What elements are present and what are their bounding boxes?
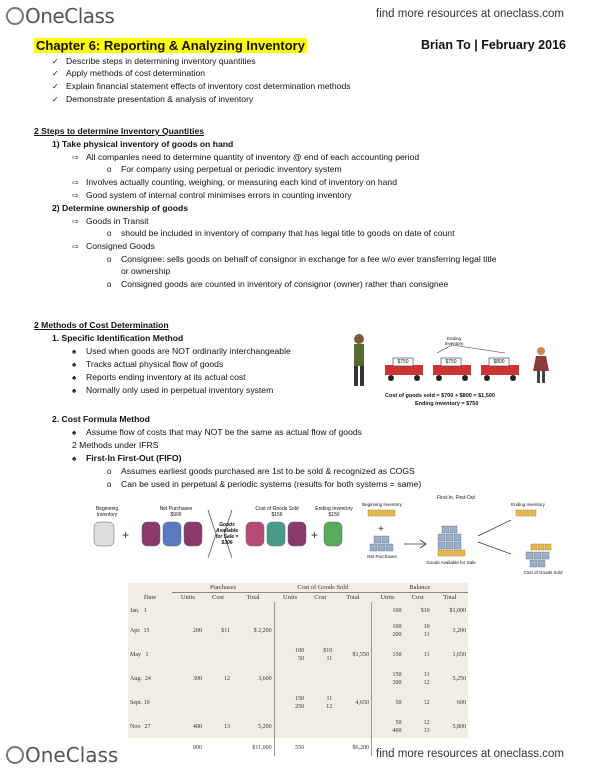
right-beginning-label: Beginning Inventory: [362, 502, 402, 507]
objective-item: ✓ Demonstrate presentation & analysis of inventory: [52, 94, 254, 104]
step-heading: 2) Determine ownership of goods: [52, 203, 189, 213]
table-group-header: [128, 583, 172, 593]
table-cell: [232, 602, 274, 619]
table-cell: 200: [192, 628, 202, 634]
cogs-caption: Cost of goods sold = $700 + $800 = $1,500: [385, 393, 495, 399]
table-cell: [306, 619, 334, 643]
svg-text:+: +: [122, 528, 130, 542]
bullet-item: ⇨ Good system of internal control minimises errors in counting inventory: [72, 190, 352, 200]
fifo-perpetual-table: [128, 583, 468, 751]
table-cell: 13: [224, 724, 231, 730]
specific-identification-illustration: [345, 331, 567, 413]
table-cell: [172, 602, 204, 619]
table-cell: $1,000: [449, 607, 466, 614]
sub-bullet-item: o For company using perpetual or periodic inventory system: [107, 164, 342, 174]
checkmark-icon: ✓: [52, 69, 59, 78]
table-cell: [204, 739, 232, 756]
header-tagline[interactable]: find more resources at oneclass.com: [376, 8, 564, 20]
bullet-item: ♠ First-In First-Out (FIFO): [72, 453, 182, 463]
table-cell: Nov. 27: [130, 724, 151, 730]
table-cell: [274, 667, 306, 691]
checkmark-icon: ✓: [52, 82, 59, 91]
bullet-item: ⇨ Involves actually counting, weighing, or measuring each kind of inventory on hand: [72, 177, 397, 187]
table-cell: [306, 715, 334, 739]
table-cell: [232, 691, 274, 715]
table-row: [128, 619, 468, 643]
table-cell: 5,800: [452, 724, 466, 730]
svg-text:+: +: [378, 524, 384, 535]
table-group-header-row: [128, 583, 468, 593]
arrow-icon: ⇨: [72, 191, 79, 200]
bullet-item: ♠ Tracks actual physical flow of goods: [72, 359, 224, 369]
spade-bullet-icon: ♠: [72, 428, 77, 437]
table-cell: Aug. 24: [130, 676, 151, 682]
spade-bullet-icon: ♠: [72, 347, 77, 356]
circle-bullet-icon: o: [107, 480, 112, 489]
table-row: [128, 715, 468, 739]
chapter-title: Chapter 6: Reporting & Analyzing Inventory: [36, 38, 305, 53]
table-cell: $1,550: [334, 643, 371, 667]
table-column-header: Cost: [314, 594, 327, 601]
sub-bullet-item: o Can be used in perpetual & periodic systems (results for both systems = same): [107, 479, 422, 489]
table-cell: 5,250: [452, 676, 466, 682]
table-cell: 600: [457, 700, 466, 706]
circle-bullet-icon: o: [107, 467, 112, 476]
table-cell: 4,650: [334, 691, 371, 715]
method-heading: 2. Cost Formula Method: [52, 414, 150, 424]
bullet-item: ⇨ Consigned Goods: [72, 241, 155, 251]
table-body: [128, 602, 468, 756]
ending-inventory-label: Ending Inventory: [315, 506, 353, 512]
table-row: [128, 667, 468, 691]
table-cell: 12: [423, 700, 430, 706]
wagon-tag: $800: [493, 359, 505, 365]
circle-bullet-icon: o: [107, 255, 112, 264]
table-column-header: Total: [346, 594, 360, 601]
spade-bullet-icon: ♠: [72, 373, 77, 382]
circle-bullet-icon: o: [107, 229, 112, 238]
table-cell: $11: [221, 628, 231, 634]
table-cell: [172, 643, 204, 667]
table-cell: [274, 602, 306, 619]
table-cell: [204, 602, 232, 619]
table-cell: [306, 667, 334, 691]
bullet-item: ♠ Assume flow of costs that may NOT be the same as actual flow of goods: [72, 427, 362, 437]
table-cell: 11: [423, 652, 430, 658]
right-ending-label: Ending Inventory: [511, 502, 545, 507]
table-cell: Sept. 10: [130, 700, 150, 706]
table-row: [128, 691, 468, 715]
table-cell: [274, 619, 306, 643]
fifo-table-grid: [128, 583, 468, 756]
bullet-item: ⇨ All companies need to determine quantity of inventory @ end of each accounting period: [72, 152, 420, 162]
table-column-header: Units: [380, 594, 395, 601]
section-heading: 2 Steps to determine Inventory Quantities: [34, 126, 205, 136]
table-cell: $10: [420, 607, 430, 614]
bullet-item: ♠ Used when goods are NOT ordinarily interchangeable: [72, 346, 291, 356]
sub-bullet-item: o Assumes earliest goods purchased are 1st to be sold & recognized as COGS: [107, 466, 415, 476]
table-column-header: Total: [443, 594, 457, 601]
footer-tagline[interactable]: find more resources at oneclass.com: [376, 748, 564, 760]
ifrs-label: 2 Methods under IFRS: [72, 440, 159, 450]
table-cell: 11 12: [326, 696, 333, 710]
section-heading: 2 Methods of Cost Determination: [34, 320, 169, 330]
goods-available-label: Goods Available for Sale = $306: [215, 522, 239, 546]
logo-ring-icon: [6, 746, 24, 764]
svg-text:+: +: [311, 528, 319, 542]
cogs-amount: $156: [271, 512, 283, 518]
checkmark-icon: ✓: [52, 95, 59, 104]
fifo-diagram-title: First-In, First-Out: [437, 495, 475, 501]
spade-bullet-icon: ♠: [72, 454, 77, 463]
step-heading: 1) Take physical inventory of goods on hand: [52, 139, 234, 149]
objective-item: ✓ Apply methods of cost determination: [52, 68, 206, 78]
table-cell: $10 11: [323, 648, 333, 662]
footer-logo[interactable]: OneClass: [6, 743, 118, 767]
table-cell: 11 12: [423, 672, 430, 686]
table-column-header: Date: [143, 593, 157, 601]
table-cell: 10 11: [423, 624, 430, 638]
objective-item: ✓ Explain financial statement effects of inventory cost determination methods: [52, 81, 351, 91]
bullet-item: ♠ Reports ending inventory at its actual cost: [72, 372, 246, 382]
table-cell: [306, 739, 334, 756]
ending-caption: Ending inventory = $750: [415, 401, 479, 407]
circle-bullet-icon: o: [107, 280, 112, 289]
table-cell: 5,200: [232, 715, 274, 739]
table-cell: $ 2,200: [232, 619, 274, 643]
table-cell: 3,200: [452, 628, 466, 634]
table-cell: Apr. 15: [130, 628, 150, 634]
right-net-purchases-label: Net Purchases: [367, 554, 397, 559]
wagon-tag: $750: [445, 359, 457, 365]
sub-bullet-item: o Consigned goods are counted in inventory of consignor (owner) rather than consignee: [107, 279, 449, 289]
table-cell: 900: [192, 744, 202, 751]
arrow-icon: ⇨: [72, 153, 79, 162]
spade-bullet-icon: ♠: [72, 360, 77, 369]
table-cell: 3,600: [232, 667, 274, 691]
bullet-item: ⇨ Goods in Transit: [72, 216, 149, 226]
oneclass-logo[interactable]: OneClass: [6, 4, 114, 28]
table-column-header: Cost: [411, 594, 424, 601]
table-cell: 12 13: [423, 720, 430, 734]
table-cell: 150: [392, 652, 402, 658]
table-cell: 400: [192, 724, 202, 730]
table-cell: [128, 739, 172, 756]
net-purchases-label: Net Purchases: [159, 506, 193, 512]
ending-inventory-label: Ending Inventory: [444, 336, 464, 346]
table-cell: $6,200: [334, 739, 371, 756]
arrow-icon: ⇨: [72, 242, 79, 251]
table-cell: [232, 643, 274, 667]
table-column-header: Cost: [212, 594, 224, 601]
table-cell: 12: [224, 676, 231, 682]
table-cell: 50 400: [392, 720, 402, 734]
cogs-label: Cost of Goods Sold: [255, 506, 299, 512]
arrow-icon: ⇨: [72, 217, 79, 226]
table-column-header-row: [128, 593, 468, 603]
sub-bullet-item: o should be included in inventory of company that has legal title to goods on date of count: [107, 228, 455, 238]
table-cell: [204, 691, 232, 715]
table-cell: 100 50: [295, 648, 305, 662]
wagon-tag: $750: [397, 359, 409, 365]
table-cell: [334, 715, 371, 739]
sub-bullet-continuation: or ownership: [121, 266, 171, 276]
bullet-item: ♠ Normally only used in perpetual inventory system: [72, 385, 274, 395]
method-heading: 1. Specific Identification Method: [52, 333, 184, 343]
table-group-header: Cost of Goods Sold: [274, 583, 371, 593]
table-group-header: Balance: [372, 583, 468, 593]
table-cell: 50: [395, 700, 402, 706]
circle-bullet-icon: o: [107, 165, 112, 174]
table-column-header: Total: [246, 594, 260, 601]
arrow-icon: ⇨: [72, 178, 79, 187]
table-cell: [334, 619, 371, 643]
spade-bullet-icon: ♠: [72, 386, 77, 395]
author-date: Brian To | February 2016: [421, 38, 566, 52]
table-row: [128, 602, 468, 619]
table-cell: [172, 691, 204, 715]
table-cell: 300: [192, 676, 202, 682]
table-cell: [334, 602, 371, 619]
checkmark-icon: ✓: [52, 57, 59, 66]
right-available-label: Goods Available for Sale: [426, 560, 476, 565]
table-cell: 150 300: [392, 672, 402, 686]
beginning-inventory-label: Beginning Inventory: [95, 506, 119, 518]
objective-item: ✓ Describe steps in determining inventory quantities: [52, 56, 256, 66]
sub-bullet-item: o Consignee: sells goods on behalf of consignor in exchange for a fee w/o ever transferring legal title: [107, 254, 497, 264]
table-cell: 100: [392, 607, 402, 614]
table-cell: [274, 715, 306, 739]
table-cell: Jan. 1: [130, 607, 147, 614]
table-cell: 100 200: [392, 624, 402, 638]
table-column-header: Units: [180, 594, 195, 601]
fifo-flow-illustration: [86, 492, 576, 580]
logo-ring-icon: [6, 7, 24, 25]
table-column-header: Units: [283, 594, 298, 601]
table-cell: [306, 602, 334, 619]
table-cell: 1,650: [452, 652, 466, 658]
ending-inventory-amount: $150: [328, 512, 340, 518]
table-cell: $11,000: [232, 739, 274, 756]
table-cell: 550: [295, 744, 305, 751]
table-cell: 150 250: [295, 696, 305, 710]
table-row: [128, 643, 468, 667]
net-purchases-amount: $906: [170, 512, 182, 518]
right-cogs-label: Cost of Goods Sold: [523, 570, 563, 575]
table-cell: [204, 643, 232, 667]
table-group-header: Purchases: [172, 583, 274, 593]
table-cell: [334, 667, 371, 691]
table-cell: May 1: [130, 652, 149, 658]
